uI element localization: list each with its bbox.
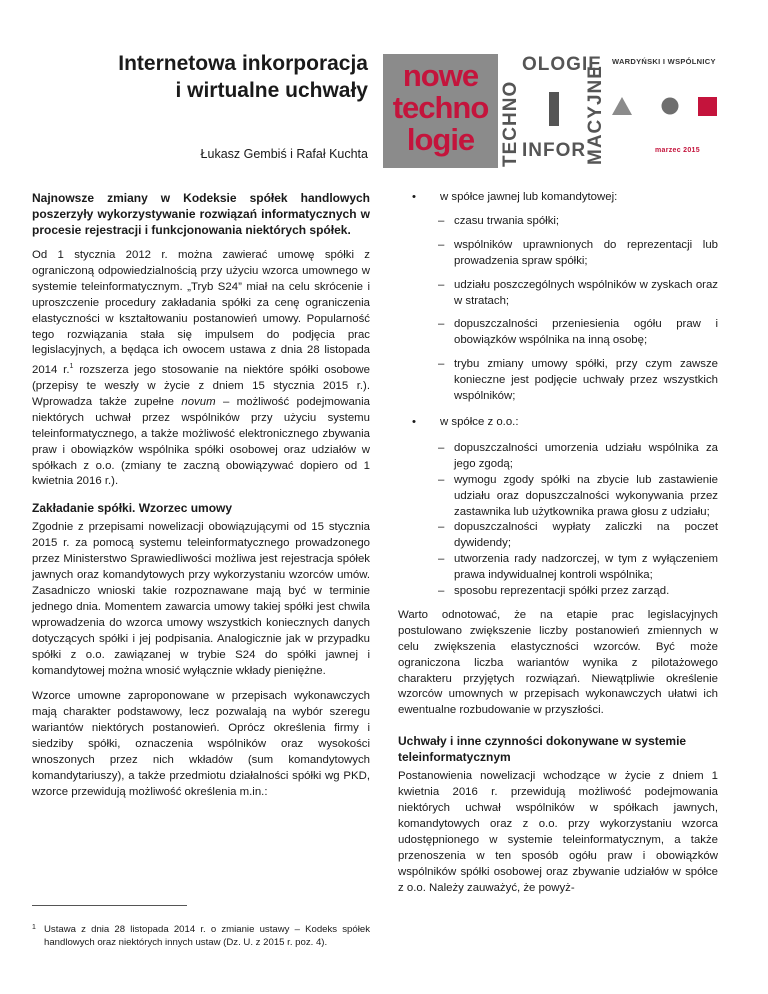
templates-paragraph: Wzorce umowne zaproponowane w przepisach wykonawczych mają charakter podstawowy, lecz pozwalają na wybór szeregu wariantów niektórych postanowień. Oprócz określenia firmy i siedziby spółki, oznaczenia wspólników oraz wysokości wnoszonych przez nich wkładów (sum komandytowych komandytariuszy), a także przedmiotu działalności spółki wg PKD, wzorce przewidują możliwość określenia m.in.: xyxy=(32,690,370,798)
footnote-number: 1 xyxy=(32,924,36,931)
logo-word-techno: techno xyxy=(392,90,489,125)
dash-item: – wymogu zgody spółki na zbycie lub zastawienie udziału oraz dopuszczalności wykonywania przez zastawnika lub użytkownika prawa głosu z udziału; xyxy=(438,473,718,518)
footnote-text: Ustawa z dnia 28 listopada 2014 r. o zmianie ustawy – Kodeks spółek handlowych oraz niektórych innych ustaw (Dz. U. z 2015 r. poz. 4). xyxy=(44,924,370,948)
left-column xyxy=(32,190,370,811)
issue-date: marzec 2015 xyxy=(655,147,700,154)
bullet-partnership-label: w spółce jawnej lub komandytowej: xyxy=(440,191,618,203)
dash-item: – udziału poszczególnych wspólników w zyskach oraz w stratach; xyxy=(438,278,718,307)
intro-text-b: rozszerza jego stosowanie na niektóre spółki osobowe (przepisy te weszły w życie z dniem 15 stycznia 2015 r.). Wprowadza także zupełne xyxy=(32,364,370,408)
dash-item: – dopuszczalności umorzenia udziału wspólnika za jego zgodą; xyxy=(438,441,718,470)
article-title xyxy=(60,50,368,104)
bullet-partnership xyxy=(398,190,718,206)
dash-item-text: udziału poszczególnych wspólników w zyskach oraz w stratach; xyxy=(454,278,718,307)
logo-bar-icon xyxy=(549,92,559,126)
dash-item: – trybu zmiany umowy spółki, przy czym zawsze konieczne jest podjęcie uchwały przez wszystkich wspólników; xyxy=(438,358,718,403)
founding-paragraph: Zgodnie z przepisami nowelizacji obowiązującymi od 15 stycznia 2015 r. za pomocą systemu teleinformatycznego prowadzonego przez Ministerstwo Sprawiedliwości możliwa jest rejestracja spółek jawnych oraz komandytowych przy wykorzystaniu wzorców umów. Zasadniczo wnioski takie rozpoznawane mają być w terminie jednego dnia. Momentem zawarcia umowy takiej spółki jest chwila wprowadzenia do wzorca umowy wszystkich koniecznych danych dotyczących spółki i jej podpisania. Analogicznie jak w przypadku spółki z o.o. zawiązanej w trybie S24 do spółki jawnej i komandytowej można wnosić wyłącznie wkłady pieniężne. xyxy=(32,521,370,677)
dash-item-text: wspólników uprawnionych do reprezentacji lub prowadzenia spraw spółki; xyxy=(454,238,718,267)
legislative-paragraph: Warto odnotować, że na etapie prac legislacyjnych postulowano zwiększenie liczby postanowień zmiennych w celu zwiększenia elastyczności wzorców. Być może ograniczona liczba wariantów wynika z pilotażowego charakteru przyjętych rozwiązań. Niewątpliwie określenie wzorców umownych w przepisach wykonawczych ułatwi ich ewentualne rozbudowanie w przyszłości. xyxy=(398,608,718,717)
logo-ologie: OLOGIE xyxy=(522,54,602,75)
bullet-llc-label: w spółce z o.o.: xyxy=(440,415,519,428)
dash-item-text: czasu trwania spółki; xyxy=(454,214,560,227)
dash-item-text: sposobu reprezentacji spółki przez zarząd. xyxy=(454,585,670,598)
title-line-1: Internetowa inkorporacja xyxy=(118,52,368,75)
circle-icon xyxy=(662,98,679,115)
footnote-divider xyxy=(32,905,187,906)
footnote xyxy=(32,923,370,949)
section-heading-resolutions: Uchwały i inne czynności dokonywane w systemie teleinformatycznym xyxy=(398,734,687,765)
bullet-icon: • xyxy=(412,191,416,203)
dash-item: – wspólników uprawnionych do reprezentacji lub prowadzenia spraw spółki; xyxy=(438,238,718,267)
intro-text-a: Od 1 stycznia 2012 r. można zawierać umowę spółki z ograniczoną odpowiedzialnością przy użyciu wzorca umownego w systemie teleinformatycznym. „Tryb S24” miał na celu skrócenie i uproszczenie procedury zakładania spółki za cenę ograniczenia elastyczności w kształtowaniu postanowień umowy. Popularność tego rozwiązania stała się impulsem do podjęcia prac legislacyjnych, a będąca ich owocem ustawa z dnia 28 listopada 2014 r. xyxy=(32,249,370,377)
dash-item: – czasu trwania spółki; xyxy=(438,214,560,227)
dash-item: – dopuszczalności przeniesienia ogółu praw i obowiązków wspólnika na inną osobę; xyxy=(438,318,718,347)
shapes-icon xyxy=(612,95,722,117)
triangle-icon xyxy=(612,97,632,115)
intro-paragraph xyxy=(32,248,370,490)
title-line-2: i wirtualne uchwały xyxy=(175,79,368,102)
bullet-llc xyxy=(398,415,718,431)
dash-item-text: dopuszczalności umorzenia udziału wspólnika za jego zgodą; xyxy=(454,441,718,470)
logo-word-nowe: nowe xyxy=(402,58,479,93)
right-column xyxy=(398,190,718,907)
dash-item-text: dopuszczalności wypłaty zaliczki na poczet dywidendy; xyxy=(454,521,718,550)
section-heading-founding: Zakładanie spółki. Wzorzec umowy xyxy=(32,501,233,516)
dash-item: – utworzenia rady nadzorczej, w tym z wyłączeniem prawa indywidualnej kontroli wspólnika; xyxy=(438,553,718,582)
resolutions-paragraph: Postanowienia nowelizacji wchodzące w życie z dniem 1 kwietnia 2016 r. przewidują możliwość podejmowania niektórych uchwał wspólników w spółkach jawnych, komandytowych oraz z o.o. przy wykorzystaniu wzorca udostępnionego w systemie teleinformatycznym, a także przenoszenia w ten sposób ogółu praw i obowiązków wspólników spółki osobowej oraz zbywanie udziałów w spółce z o.o. Należy zauważyć, że powyż- xyxy=(398,770,718,894)
logo-vertical-macyjne: MACYJNE xyxy=(585,65,606,165)
dash-item-text: wymogu zgody spółki na zbycie lub zastawienie udziału oraz dopuszczalności wykonywania przez zastawnika lub użytkownika prawa głosu z udziału; xyxy=(454,473,718,518)
logo-vertical-techno: TECHNO xyxy=(500,80,521,167)
logo-word-logie: logie xyxy=(406,122,475,157)
dash-item-text: trybu zmiany umowy spółki, przy czym zawsze konieczne jest podjęcie uchwały przez wszystkich wspólników; xyxy=(454,358,718,403)
authors: Łukasz Gembiś i Rafał Kuchta xyxy=(200,147,368,161)
logo-infor: INFOR xyxy=(522,140,587,161)
lead-paragraph: Najnowsze zmiany w Kodeksie spółek handlowych poszerzyły wykorzystywanie rozwiązań informatycznych w procesie rejestracji i funkcjonowania niektórych spółek. xyxy=(32,191,370,237)
firm-name: WARDYŃSKI I WSPÓLNICY xyxy=(612,57,716,66)
square-icon xyxy=(698,97,717,116)
dash-item-text: utworzenia rady nadzorczej, w tym z wyłączeniem prawa indywidualnej kontroli wspólnika; xyxy=(454,553,718,582)
bullet-icon: • xyxy=(412,415,416,428)
intro-text-c: – możliwość podejmowania niektórych uchwał przez wspólników przy użyciu systemu teleinformatycznego, a także możliwość elektronicznego zbywania praw i obowiązków wspólnika spółki osobowej oraz udziałów w spółkach z o.o. (zmiany te zaczną obowiązywać dopiero od 1 kwietnia 2016 r.). xyxy=(32,395,370,488)
dash-item: – sposobu reprezentacji spółki przez zarząd. xyxy=(438,585,670,598)
novum-word: novum xyxy=(181,395,216,408)
footnote-ref: 1 xyxy=(69,363,74,371)
dash-item-text: dopuszczalności przeniesienia ogółu praw i obowiązków wspólnika na inną osobę; xyxy=(454,318,718,347)
logo-box xyxy=(383,54,498,168)
dash-item: – dopuszczalności wypłaty zaliczki na poczet dywidendy; xyxy=(438,521,718,550)
